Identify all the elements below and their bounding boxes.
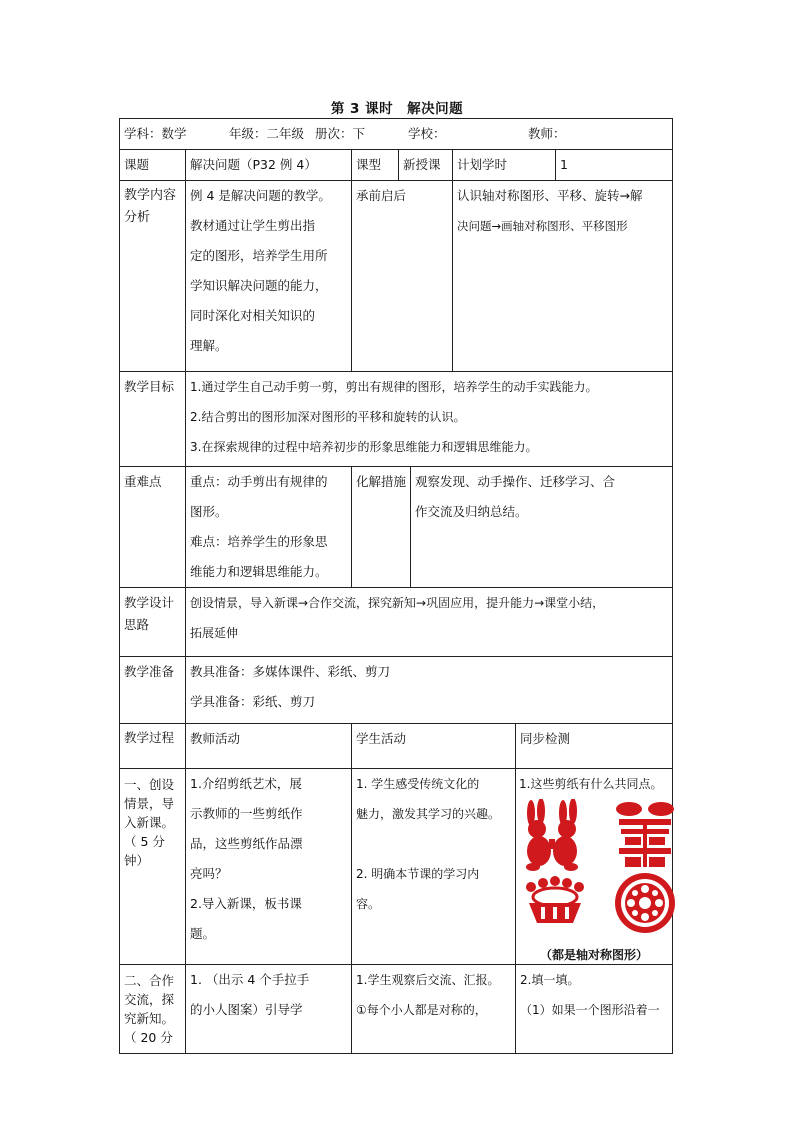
key-points-row — [120, 467, 673, 588]
topic-label: 课题 — [120, 150, 186, 181]
method-text: 观察发现、动手操作、迁移学习、合 作交流及归纳总结。 — [411, 467, 673, 588]
hours-label: 计划学时 — [453, 150, 556, 181]
header-row — [120, 119, 673, 150]
double-happiness-papercut-icon — [616, 802, 674, 867]
stage1-teacher: 1.介绍剪纸艺术，展 示教师的一些剪纸作 品，这些剪纸作品漂 亮吗？ 2.导入新课，板书课 题。 — [186, 769, 352, 965]
stage2-row — [120, 965, 673, 1054]
flower-basket-papercut-icon — [526, 876, 584, 923]
rabbit-papercut-icon — [526, 799, 578, 871]
method-label: 化解措施 — [352, 467, 411, 588]
volume-field: 册次：下 — [315, 126, 366, 141]
hours-value: 1 — [556, 150, 673, 181]
analysis-label: 教学内容分析 — [120, 181, 186, 372]
prep-label: 教学准备 — [120, 657, 186, 724]
goal-item: 1.通过学生自己动手剪一剪，剪出有规律的图形，培养学生的动手实践能力。 — [190, 380, 598, 394]
lesson-plan-table — [119, 118, 673, 1054]
process-label: 教学过程 — [120, 724, 186, 769]
design-text: 创设情景，导入新课→合作交流，探究新知→巩固应用，提升能力→课堂小结， 拓展延伸 — [186, 588, 673, 657]
goals-row — [120, 372, 673, 467]
stage1-row — [120, 769, 673, 965]
analysis-row — [120, 181, 673, 372]
goals-list — [186, 372, 673, 467]
type-value: 新授课 — [399, 150, 453, 181]
school-field: 学校： — [408, 126, 446, 141]
teacher-field: 教师： — [528, 126, 566, 141]
col-teacher-header: 教师活动 — [186, 724, 352, 769]
paper-cut-images — [519, 799, 691, 935]
prep-row — [120, 657, 673, 724]
stage2-teacher: 1. （出示 4 个手拉手 的小人图案）引导学 — [186, 965, 352, 1054]
image-caption: （都是轴对称图形） — [540, 948, 649, 962]
lesson-number: 第 3 课时 — [330, 101, 394, 117]
key-label: 重难点 — [120, 467, 186, 588]
topic-value: 解决问题（P32 例 4） — [186, 150, 352, 181]
prep-text: 教具准备：多媒体课件、彩纸、剪刀 学具准备：彩纸、剪刀 — [186, 657, 673, 724]
grade-field: 年级：二年级 — [229, 126, 305, 141]
goal-item: 2.结合剪出的图形加深对图形的平移和旋转的认识。 — [190, 410, 466, 424]
stage1-label: 一、创设 情景，导 入新课。 （ 5 分 钟） — [120, 769, 186, 965]
stage2-student: 1.学生观察后交流、汇报。 ①每个小人都是对称的， — [352, 965, 516, 1054]
analysis-text: 例 4 是解决问题的教学。 教材通过让学生剪出指 定的图形，培养学生用所 学知识解决问题的能力， 同时深化对相关知识的 理解。 — [186, 181, 352, 372]
stage2-check: 2.填一填。 （1）如果一个图形沿着一 — [516, 965, 673, 1054]
goal-item: 3.在探索规律的过程中培养初步的形象思维能力和逻辑思维能力。 — [190, 440, 538, 454]
round-medallion-papercut-icon — [615, 873, 675, 933]
stage2-label: 二、合作 交流，探 究新知。 （ 20 分 — [120, 965, 186, 1054]
design-row — [120, 588, 673, 657]
link-label: 承前启后 — [352, 181, 453, 372]
process-header-row — [120, 724, 673, 769]
subject-field: 学科：数学 — [124, 126, 187, 141]
link-text: 认识轴对称图形、平移、旋转→解 决问题→画轴对称图形、平移图形 — [453, 181, 673, 372]
key-text: 重点：动手剪出有规律的 图形。 难点：培养学生的形象思 维能力和逻辑思维能力。 — [186, 467, 352, 588]
stage1-student: 1. 学生感受传统文化的 魅力，激发其学习的兴趣。 2. 明确本节课的学习内 容。 — [352, 769, 516, 965]
type-label: 课型 — [352, 150, 399, 181]
col-check-header: 同步检测 — [516, 724, 673, 769]
goals-label: 教学目标 — [120, 372, 186, 467]
topic-row — [120, 150, 673, 181]
lesson-name: 解决问题 — [407, 101, 464, 117]
page-title — [0, 97, 794, 117]
design-label: 教学设计思路 — [120, 588, 186, 657]
col-student-header: 学生活动 — [352, 724, 516, 769]
stage1-check: 1.这些剪纸有什么共同点。 （都是轴对称图形） — [516, 769, 673, 965]
